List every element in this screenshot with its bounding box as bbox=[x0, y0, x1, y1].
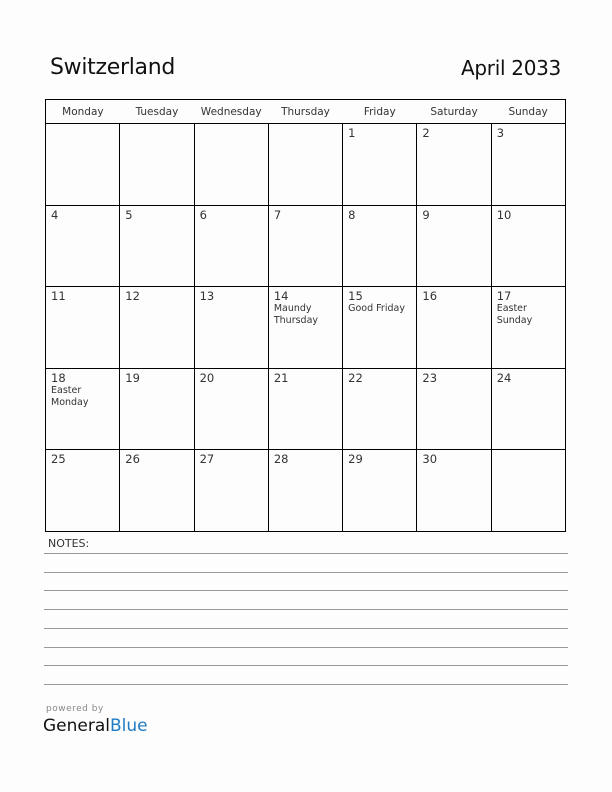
day-number: 19 bbox=[125, 370, 140, 385]
weekday-header: Wednesday bbox=[194, 100, 268, 124]
day-number: 10 bbox=[496, 207, 512, 222]
day-number: 17 bbox=[496, 289, 512, 304]
day-number: 29 bbox=[348, 452, 363, 467]
weekday-header: Tuesday bbox=[120, 100, 194, 124]
day-number: 8 bbox=[348, 207, 356, 222]
day-number: 26 bbox=[125, 452, 140, 467]
day-number: 15 bbox=[348, 289, 363, 304]
day-number: 16 bbox=[422, 289, 438, 304]
powered-by-text: powered by bbox=[46, 704, 104, 714]
day-cell bbox=[46, 450, 120, 532]
day-number: 6 bbox=[199, 207, 207, 222]
week-row bbox=[46, 450, 566, 532]
day-cell bbox=[417, 287, 491, 369]
day-cell bbox=[46, 287, 120, 369]
day-number: 18 bbox=[51, 370, 66, 385]
day-number: 2 bbox=[422, 126, 430, 140]
day-cell bbox=[343, 450, 417, 532]
brand-blue: Blue bbox=[110, 716, 148, 736]
holiday-label: Good Friday bbox=[348, 303, 405, 315]
brand-general: General bbox=[43, 716, 110, 736]
notes-line bbox=[44, 572, 568, 573]
day-cell bbox=[120, 450, 194, 532]
day-cell bbox=[491, 368, 565, 450]
day-number: 27 bbox=[199, 452, 215, 467]
day-cell bbox=[417, 205, 491, 287]
day-cell bbox=[343, 124, 417, 206]
day-number: 12 bbox=[125, 289, 140, 304]
holiday-label: Easter Monday bbox=[51, 384, 89, 408]
day-number: 3 bbox=[496, 126, 505, 140]
week-row bbox=[46, 205, 566, 287]
week-row bbox=[46, 368, 566, 450]
day-cell bbox=[268, 368, 342, 450]
day-cell bbox=[343, 205, 417, 287]
day-number: 1 bbox=[348, 126, 356, 140]
generalblue-logo bbox=[43, 716, 148, 736]
day-cell bbox=[194, 287, 268, 369]
day-number: 28 bbox=[273, 452, 289, 467]
day-cell bbox=[120, 287, 194, 369]
week-row bbox=[46, 287, 566, 369]
notes-line bbox=[44, 628, 568, 629]
day-cell bbox=[417, 450, 491, 532]
day-number: 30 bbox=[422, 452, 438, 467]
empty-day-cell bbox=[120, 124, 194, 206]
day-cell bbox=[268, 450, 342, 532]
day-number: 14 bbox=[273, 289, 289, 304]
day-number: 7 bbox=[273, 207, 282, 222]
day-number: 4 bbox=[51, 207, 59, 222]
calendar-month-year: April 2033 bbox=[461, 56, 561, 80]
day-cell bbox=[194, 368, 268, 450]
day-number: 23 bbox=[422, 370, 438, 385]
day-cell bbox=[46, 205, 120, 287]
day-cell bbox=[194, 450, 268, 532]
day-number: 22 bbox=[348, 370, 363, 385]
weekday-header: Thursday bbox=[268, 100, 342, 124]
notes-line bbox=[44, 647, 568, 648]
week-row bbox=[46, 124, 566, 206]
empty-day-cell bbox=[491, 450, 565, 532]
notes-line bbox=[44, 665, 568, 666]
day-cell bbox=[46, 368, 120, 450]
day-cell bbox=[120, 368, 194, 450]
weekday-header: Saturday bbox=[417, 100, 491, 124]
day-cell bbox=[268, 287, 342, 369]
day-number: 5 bbox=[125, 207, 133, 222]
notes-label: NOTES: bbox=[48, 537, 90, 550]
weekday-header: Friday bbox=[343, 100, 417, 124]
holiday-label: Easter Sunday bbox=[496, 303, 533, 327]
weekday-header: Monday bbox=[46, 100, 120, 124]
day-number: 9 bbox=[422, 207, 430, 222]
weekday-header: Sunday bbox=[491, 100, 565, 124]
day-number: 24 bbox=[496, 370, 512, 385]
notes-line bbox=[44, 590, 568, 591]
calendar-country-title: Switzerland bbox=[50, 55, 176, 80]
day-number: 13 bbox=[199, 289, 215, 304]
empty-day-cell bbox=[46, 124, 120, 206]
empty-day-cell bbox=[268, 124, 342, 206]
day-cell bbox=[343, 368, 417, 450]
notes-line bbox=[44, 553, 568, 554]
day-cell bbox=[268, 205, 342, 287]
notes-line bbox=[44, 609, 568, 610]
day-number: 11 bbox=[51, 289, 66, 304]
holiday-label: Maundy Thursday bbox=[273, 303, 319, 327]
day-cell bbox=[120, 205, 194, 287]
calendar-grid bbox=[45, 99, 566, 532]
day-cell bbox=[491, 287, 565, 369]
day-cell bbox=[194, 205, 268, 287]
day-number: 25 bbox=[51, 452, 66, 467]
day-cell bbox=[417, 124, 491, 206]
day-cell bbox=[491, 124, 565, 206]
weekday-header-row bbox=[46, 100, 566, 124]
empty-day-cell bbox=[194, 124, 268, 206]
day-cell bbox=[417, 368, 491, 450]
day-number: 20 bbox=[199, 370, 215, 385]
day-cell bbox=[491, 205, 565, 287]
day-cell bbox=[343, 287, 417, 369]
notes-line bbox=[44, 684, 568, 685]
day-number: 21 bbox=[273, 370, 289, 385]
